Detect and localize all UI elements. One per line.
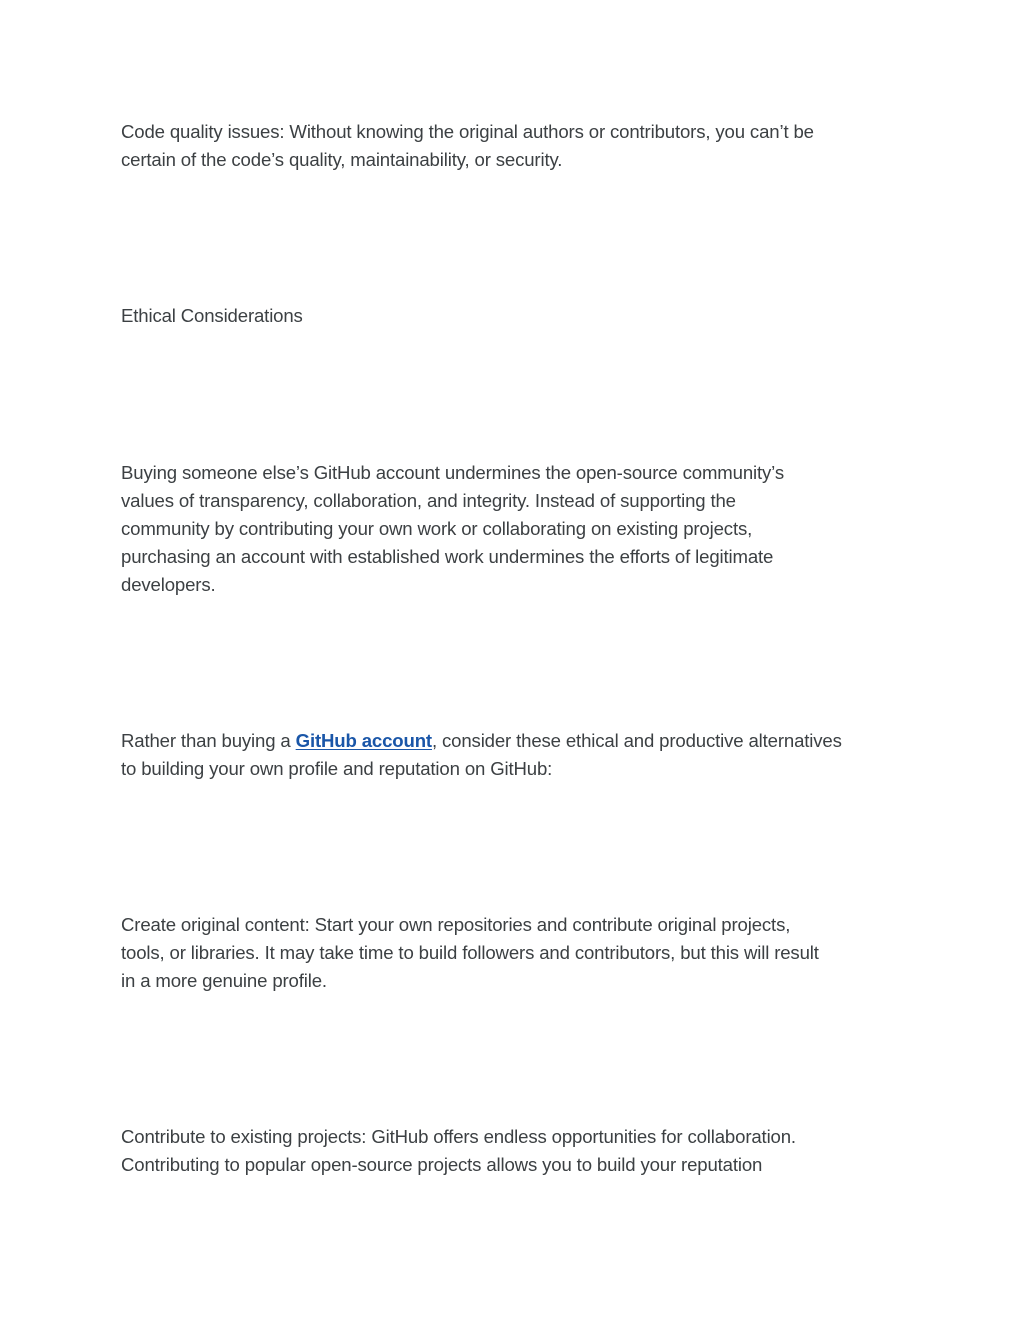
text-line: Buying someone else’s GitHub account undermines the open-source community’s bbox=[121, 462, 784, 483]
text-line: community by contributing your own work or collaborating on existing projects, bbox=[121, 518, 753, 539]
text-line: purchasing an account with established work undermines the efforts of legitimate bbox=[121, 546, 774, 567]
paragraph-contribute-existing bbox=[121, 1123, 911, 1179]
text-line: tools, or libraries. It may take time to build followers and contributors, but this will result bbox=[121, 942, 819, 963]
text-line: to building your own profile and reputation on GitHub: bbox=[121, 758, 553, 779]
text-line: Ethical Considerations bbox=[121, 305, 303, 326]
text-segment: , consider these ethical and productive alternatives bbox=[431, 730, 842, 751]
text-line: in a more genuine profile. bbox=[121, 970, 327, 991]
text-line: Create original content: Start your own repositories and contribute original projects, bbox=[121, 914, 791, 935]
github-account-link[interactable]: GitHub account bbox=[295, 730, 432, 751]
text-segment: Rather than buying a bbox=[121, 730, 296, 751]
text-line: Contributing to popular open-source projects allows you to build your reputation bbox=[121, 1154, 763, 1175]
text-line: Code quality issues: Without knowing the original authors or contributors, you can’t be bbox=[121, 121, 814, 142]
paragraph-alternatives bbox=[121, 727, 911, 783]
paragraph-create-original bbox=[121, 911, 911, 995]
paragraph-buying-undermines bbox=[121, 459, 911, 599]
section-heading-ethical-considerations bbox=[121, 302, 911, 330]
paragraph-code-quality bbox=[121, 118, 911, 174]
text-line: values of transparency, collaboration, and integrity. Instead of supporting the bbox=[121, 490, 736, 511]
text-line: developers. bbox=[121, 574, 216, 595]
text-line bbox=[121, 727, 911, 755]
text-line: Contribute to existing projects: GitHub offers endless opportunities for collaboration. bbox=[121, 1126, 796, 1147]
text-line: certain of the code’s quality, maintainability, or security. bbox=[121, 149, 563, 170]
